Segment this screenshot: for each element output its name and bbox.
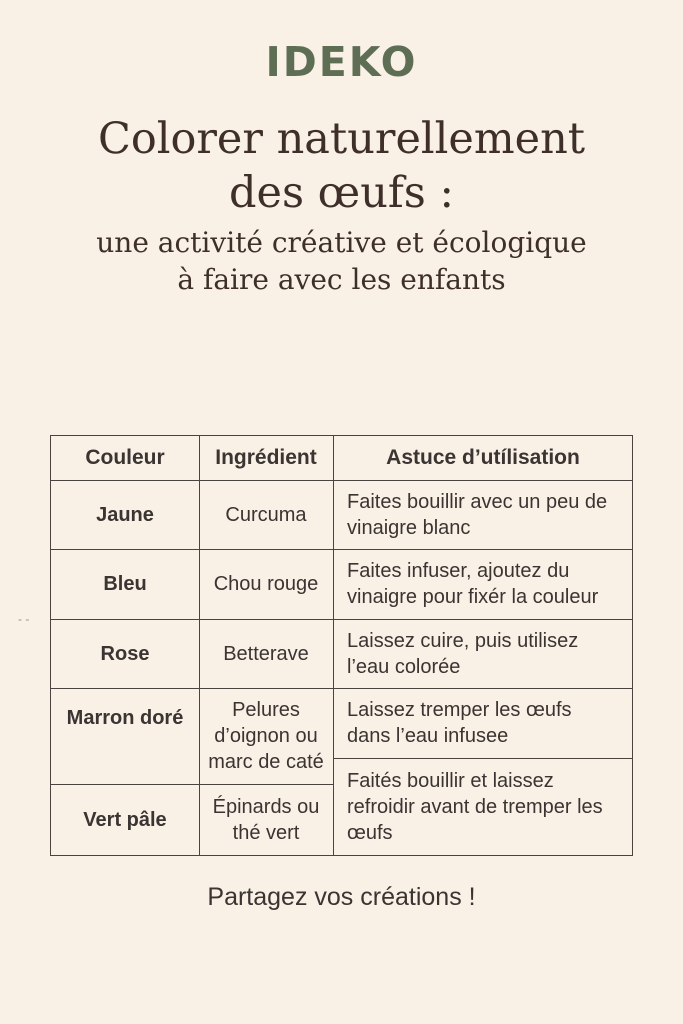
subtitle-line-1: une activité créative et écologique	[96, 226, 587, 259]
row-tip: Faites bouillir avec un peu de vinaigre blanc	[347, 490, 608, 539]
dye-table	[50, 435, 633, 856]
row-ingredient: Betterave	[223, 642, 309, 665]
footer-call-to-action: Partagez vos créations !	[207, 883, 476, 911]
header-astuce: Astuce d’utílisation	[386, 446, 580, 469]
row-tip: Faites infuser, ajoutez du vinaigre pour fixér la couleur	[347, 560, 599, 608]
row-ingredient: Pelures d’oignon ou marc de caté	[208, 699, 324, 773]
row-ingredient: Chou rouge	[213, 573, 319, 595]
brand-logo: IDEKO	[265, 38, 418, 86]
row-ingredient: Épinards ou thé vert	[212, 796, 320, 844]
row-ingredient: Curcuma	[225, 503, 307, 526]
row-tip: Laissez tremper les œufs dans l’eau infusee	[347, 699, 572, 747]
page-title-line-2: des œufs :	[228, 168, 455, 218]
row-tip: Laissez cuire, puis utilisez l’eau colorée	[347, 629, 579, 678]
header-ingredient: Ingrédient	[215, 446, 317, 469]
row-color: Marron doré	[66, 707, 184, 729]
row-color: Rose	[100, 642, 150, 665]
page-title-line-1: Colorer naturellement	[97, 114, 586, 164]
stray-mark: - -	[18, 612, 30, 626]
header-couleur: Couleur	[85, 446, 165, 469]
subtitle-line-2: à faire avec les enfants	[177, 263, 506, 296]
row-color: Jaune	[96, 503, 154, 526]
row-color: Bleu	[103, 573, 147, 595]
row-color: Vert pâle	[83, 809, 167, 831]
row-tip: Faités bouillir et laissez refroidir avant de tremper les œufs	[347, 770, 603, 844]
